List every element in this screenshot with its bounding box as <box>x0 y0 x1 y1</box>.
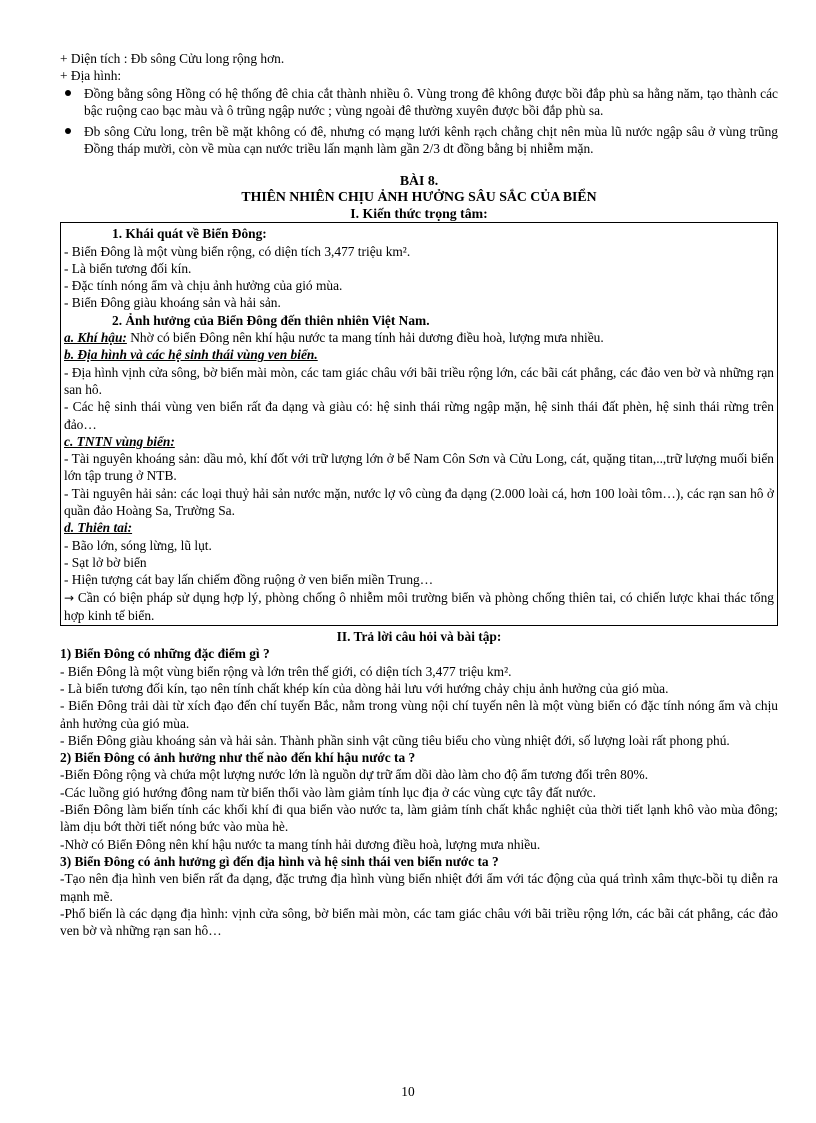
conclusion-line <box>64 589 774 625</box>
question-2: 2) Biển Đông có ảnh hưởng như thế nào đến khí hậu nước ta ? <box>60 750 416 766</box>
questions-section <box>60 628 778 939</box>
list-item <box>84 85 778 120</box>
climate-text: Nhờ có biển Đông nên khí hậu nước ta mang tính hải dương điều hoà, lượng mưa nhiều. <box>126 330 604 346</box>
lesson-title: THIÊN NHIÊN CHỊU ẢNH HƯỞNG SÂU SẮC CỦA BIỂN <box>241 189 597 205</box>
key-knowledge-box <box>60 222 778 626</box>
answer-line: -Nhờ có Biển Đông nên khí hậu nước ta mang tính hải dương điều hoà, lượng mưa nhiều. <box>60 836 541 852</box>
answer-line: - Biển Đông trải dài từ xích đạo đến chí tuyến Bắc, nằm trong vùng nội chí tuyến nên là một vùng biển có đặc tính nóng ẩm và chịu ảnh hưởng của gió mùa. <box>60 698 778 731</box>
disasters-line: - Bão lớn, sóng lừng, lũ lụt. <box>64 537 212 553</box>
answer-line: - Là biển tương đối kín, tạo nên tính chất khép kín của dòng hải lưu với hướng chảy chịu ảnh hưởng của gió mùa. <box>60 681 669 696</box>
bullet-dot-icon <box>65 90 71 96</box>
answer-line: - Biển Đông là một vùng biển rộng và lớn trên thế giới, có diện tích 3,477 triệu km². <box>60 663 512 679</box>
answer-line: -Phổ biến là các dạng địa hình: vịnh cửa sông, bờ biển mài mòn, các tam giác châu với bãi triều rộng lớn, các bãi cát phẳng, các đảo ven bờ và những rạn san hô… <box>60 905 778 939</box>
terrain-ecosystem-label: b. Địa hình và các hệ sinh thái vùng ven biển. <box>64 347 318 363</box>
terrain-line: - Các hệ sinh thái vùng ven biển rất đa dạng và giàu có: hệ sinh thái rừng ngập mặn, hệ sinh thái đất phèn, hệ sinh thái rừng trên đảo… <box>64 399 774 432</box>
disasters-line: - Hiện tượng cát bay lấn chiếm đồng ruộng ở ven biển miền Trung… <box>64 572 434 588</box>
conclusion-text: Cần có biện pháp sử dụng hợp lý, phòng chống ô nhiễm môi trường biển và phòng chống thiên tai, có chiến lược khai thác tổng hợp kinh tế biển. <box>64 589 774 623</box>
climate-line <box>64 329 774 346</box>
arrow-right-icon: → <box>64 590 75 605</box>
terrain-heading: + Địa hình: <box>60 68 122 84</box>
section-heading-overview: 1. Khái quát về Biển Đông: <box>112 226 267 242</box>
page-content <box>60 50 778 939</box>
question-1: 1) Biển Đông có những đặc điểm gì ? <box>60 646 270 662</box>
section-heading-influence: 2. Ảnh hưởng của Biển Đông đến thiên nhiên Việt Nam. <box>112 312 430 328</box>
overview-line: - Biển Đông là một vùng biển rộng, có diện tích 3,477 triệu km². <box>64 243 411 259</box>
overview-line: - Là biển tương đối kín. <box>64 260 192 276</box>
answer-line: -Các luồng gió hướng đông nam từ biển thổi vào làm giảm tính lục địa ở các vùng cực tây đất nước. <box>60 784 596 800</box>
bullet-text: Đb sông Cửu long, trên bề mặt không có đê, nhưng có mạng lưới kênh rạch chằng chịt nên mùa lũ nước ngập sâu ở vùng trũng Đồng tháp mười, còn về mùa cạn nước triều lấn mạnh làm gần 2/3 dt đồng bằng bị nhiễm mặn. <box>84 124 778 157</box>
climate-label: a. Khí hậu: <box>64 330 127 346</box>
terrain-bullet-list <box>60 85 778 158</box>
overview-line: - Biển Đông giàu khoáng sản và hải sản. <box>64 295 281 311</box>
answer-line: - Biển Đông giàu khoáng sản và hải sản. Thành phần sinh vật cũng tiêu biểu cho vùng nhiệt đới, số lượng loài rất phong phú. <box>60 732 730 748</box>
answer-line: -Tạo nên địa hình ven biển rất đa dạng, đặc trưng địa hình vùng biển nhiệt đới ẩm với tác động của quá trình xâm thực-bồi tụ diễn ra mạnh mẽ. <box>60 871 778 904</box>
question-3: 3) Biển Đông có ảnh hưởng gì đến địa hình và hệ sinh thái ven biển nước ta ? <box>60 853 499 869</box>
page-number: 10 <box>401 1084 415 1099</box>
bullet-dot-icon <box>65 128 71 134</box>
disasters-line: - Sạt lở bờ biển <box>64 554 147 570</box>
bullet-text: Đồng bằng sông Hồng có hệ thống đê chia cắt thành nhiều ô. Vùng trong đê không được bồi đắp phù sa hằng năm, tạo thành các bậc ruộng cao bạc màu và ô trũng ngập nước ; vùng ngoài đê thường xuyên được bồi đắp phù sa. <box>84 85 778 118</box>
resources-line: - Tài nguyên hải sản: các loại thuỷ hải sản nước mặn, nước lợ vô cùng đa dạng (2.000 loài cá, hơn 100 loài tôm…), các rạn san hô ở quần đảo Hoàng Sa, Trường Sa. <box>64 485 774 519</box>
answer-line: -Biển Đông rộng và chứa một lượng nước lớn là nguồn dự trữ ẩm dồi dào làm cho độ ẩm tương đối trên 80%. <box>60 767 649 783</box>
overview-line: - Đặc tính nóng ẩm và chịu ảnh hưởng của gió mùa. <box>64 278 343 294</box>
resources-line: - Tài nguyên khoáng sản: dầu mỏ, khí đốt với trữ lượng lớn ở bể Nam Côn Sơn và Cửu Long, cát, quặng titan,..,trữ lượng muối biển lớn tập trung ở NTB. <box>64 451 774 484</box>
area-line: + Diện tích : Đb sông Cửu long rộng hơn. <box>60 51 285 66</box>
terrain-line: - Địa hình vịnh cửa sông, bờ biển mài mòn, các tam giác châu với bãi triều rộng lớn, các bãi cát phẳng, các đảo ven bờ và những rạn san hô. <box>64 364 774 397</box>
disasters-label: d. Thiên tai: <box>64 520 133 536</box>
answer-line: -Biển Đông làm biến tính các khối khí đi qua biển vào nước ta, làm giảm tính chất khắc nghiệt của thời tiết lạnh khô vào mùa đông; làm dịu bớt thời tiết nóng bức vào mùa hè. <box>60 802 778 835</box>
part2-title: II. Trả lời câu hỏi và bài tập: <box>336 629 502 645</box>
list-item <box>84 123 778 158</box>
resources-label: c. TNTN vùng biển: <box>64 433 175 449</box>
lesson-number: BÀI 8. <box>399 172 439 188</box>
part1-title: I. Kiến thức trọng tâm: <box>350 205 488 221</box>
